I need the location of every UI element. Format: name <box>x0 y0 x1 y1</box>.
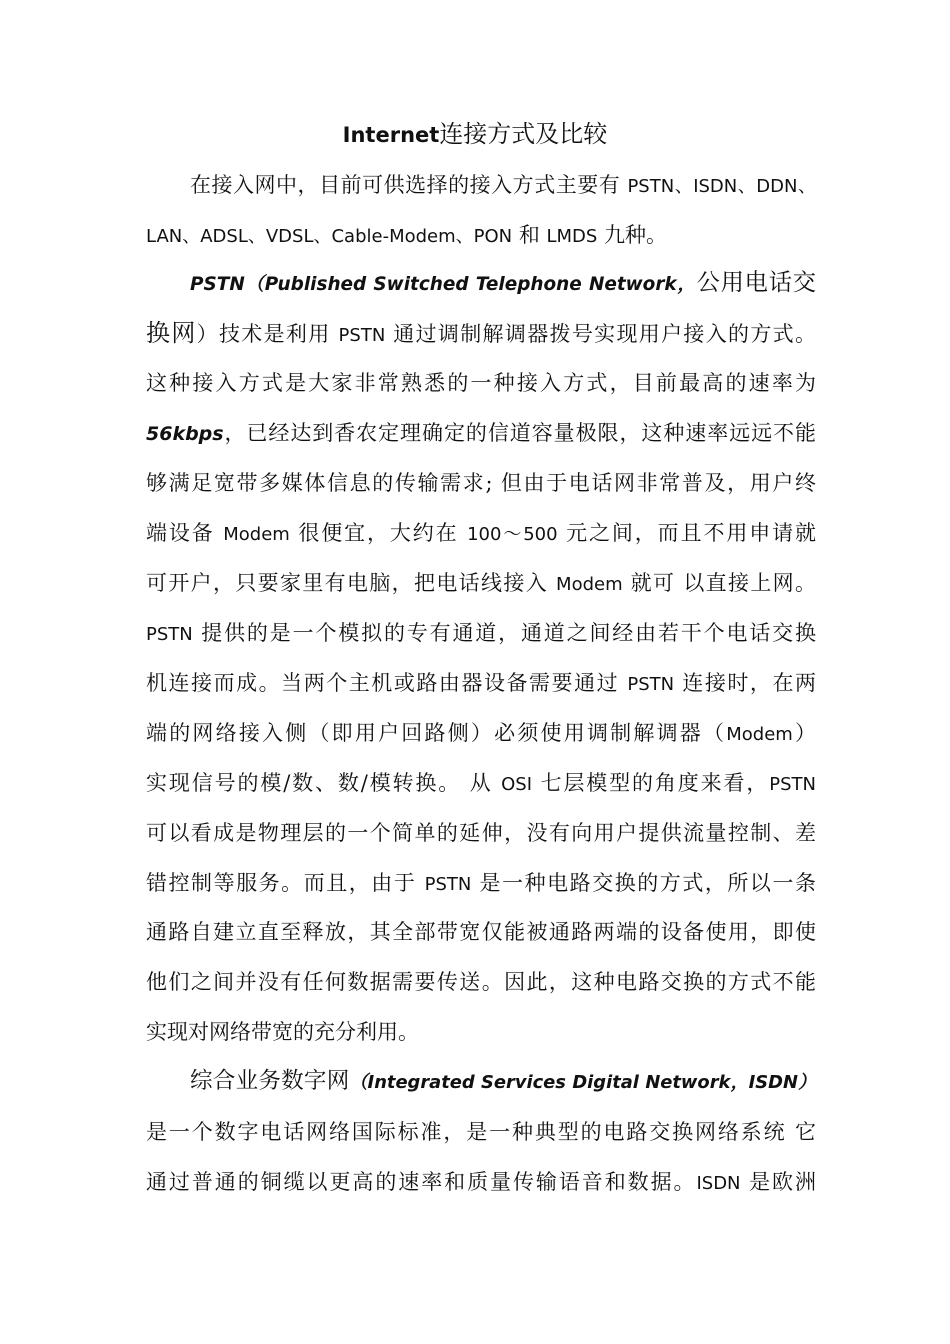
p2-line-4: 56kbps，已经达到香农定理确定的信道容量极限，这种速率远远不能 <box>146 421 816 445</box>
p3-line-1: 综合业务数字网（Integrated Services Digital Network，ISDN） <box>190 1068 816 1094</box>
p1-line-2: LAN、ADSL、VDSL、Cable-Modem、PON 和 LMDS 九种。 <box>146 223 668 247</box>
p3-line-2: 是一个数字电话网络国际标准，是一种典型的电路交换网络系统 它 <box>146 1120 816 1144</box>
p2-line-8: PSTN 提供的是一个模拟的专有通道，通道之间经由若干个电话交换 <box>146 621 816 645</box>
p2-line-9: 机连接而成。当两个主机或路由器设备需要通过 PSTN 连接时，在两 <box>146 671 816 695</box>
p2-line-6: 端设备 Modem 很便宜，大约在 100～500 元之间，而且不用申请就 <box>146 521 816 545</box>
p2-line-2: 换网）技术是利用 PSTN 通过调制解调器拨号实现用户接入的方式。 <box>146 319 816 347</box>
title-zh: 连接方式及比较 <box>439 120 608 148</box>
p2-line-1: PSTN（Published Switched Telephone Network，公用电话交 <box>190 269 816 296</box>
p3-line-3: 通过普通的铜缆以更高的速率和质量传输语音和数据。ISDN 是欧洲 <box>146 1170 816 1194</box>
p2-line-5: 够满足宽带多媒体信息的传输需求; 但由于电话网非常普及，用户终 <box>146 471 816 495</box>
p2-line-14: 通路自建立直至释放，其全部带宽仅能被通路两端的设备使用，即使 <box>146 920 816 944</box>
p2-line-13: 错控制等服务。而且，由于 PSTN 是一种电路交换的方式，所以一条 <box>146 871 816 895</box>
title-en: Internet <box>342 123 440 147</box>
p1-line-1: 在接入网中，目前可供选择的接入方式主要有 PSTN、ISDN、DDN、 <box>190 173 816 197</box>
p2-line-16: 实现对网络带宽的充分利用。 <box>146 1020 419 1044</box>
document-title <box>0 116 950 153</box>
p2-line-15: 他们之间并没有任何数据需要传送。因此，这种电路交换的方式不能 <box>146 970 816 994</box>
p2-line-11: 实现信号的模/数、数/模转换。 从 OSI 七层模型的角度来看，PSTN <box>146 771 816 795</box>
p2-line-10: 端的网络接入侧（即用户回路侧）必须使用调制解调器（Modem） <box>146 721 817 745</box>
p2-line-12: 可以看成是物理层的一个简单的延伸，没有向用户提供流量控制、差 <box>146 821 816 845</box>
p2-line-7: 可开户，只要家里有电脑，把电话线接入 Modem 就可 以直接上网。 <box>146 571 816 595</box>
p2-line-3: 这种接入方式是大家非常熟悉的一种接入方式，目前最高的速率为 <box>146 371 816 395</box>
